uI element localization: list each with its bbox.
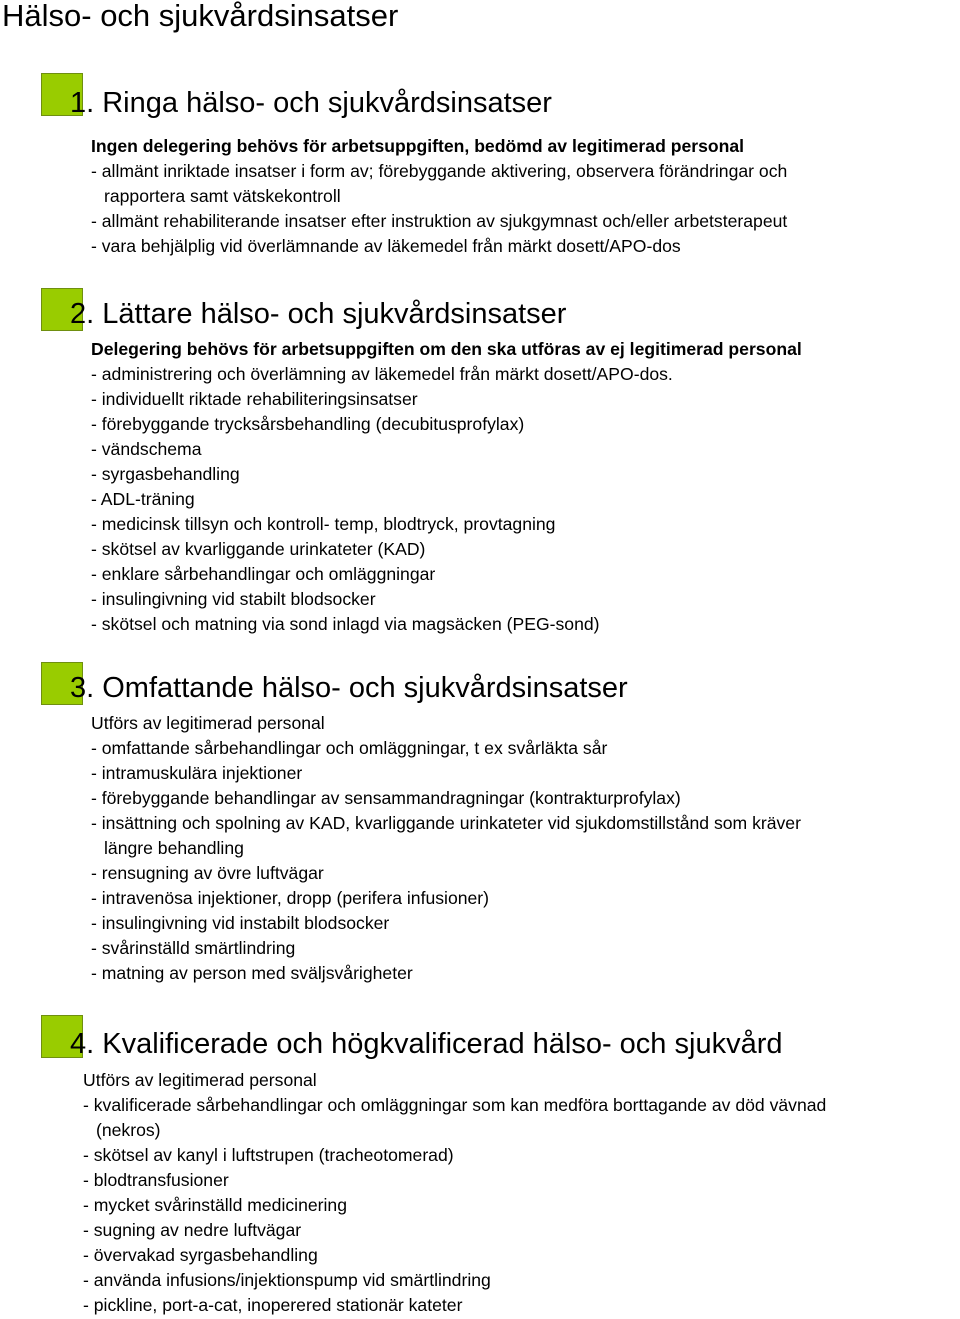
- section-subtitle: Ingen delegering behövs för arbetsuppgiften, bedömd av legitimerad personal: [91, 136, 745, 156]
- section-subtitle: Delegering behövs för arbetsuppgiften om den ska utföras av ej legitimerad personal: [91, 339, 802, 359]
- list-item: - enklare sårbehandlingar och omläggningar: [91, 564, 436, 584]
- list-item: - matning av person med sväljsvårigheter: [91, 963, 413, 983]
- section-body: [91, 337, 802, 637]
- section-body: [91, 134, 787, 259]
- list-item: - mycket svårinställd medicinering: [83, 1195, 347, 1215]
- section-subtitle: Utförs av legitimerad personal: [91, 713, 325, 733]
- list-item: - skötsel av kanyl i luftstrupen (tracheotomerad): [83, 1145, 454, 1165]
- list-item: - omfattande sårbehandlingar och omläggningar, t ex svårläkta sår: [91, 738, 608, 758]
- section-heading: 3. Omfattande hälso- och sjukvårdsinsatser: [70, 672, 628, 704]
- list-item: - medicinsk tillsyn och kontroll- temp, blodtryck, provtagning: [91, 514, 556, 534]
- list-item: - allmänt rehabiliterande insatser efter instruktion av sjukgymnast och/eller arbetsterapeut: [91, 211, 788, 231]
- list-item: - kvalificerade sårbehandlingar och omläggningar som kan medföra borttagande av död vävnad: [83, 1095, 827, 1115]
- list-item-continuation: rapportera samt vätskekontroll: [104, 186, 341, 206]
- list-item: - blodtransfusioner: [83, 1170, 229, 1190]
- list-item: - förebyggande behandlingar av sensammandragningar (kontrakturprofylax): [91, 788, 681, 808]
- list-item: - vara behjälplig vid överlämnande av läkemedel från märkt dosett/APO-dos: [91, 236, 681, 256]
- section-body: [91, 711, 801, 986]
- section-heading: 1. Ringa hälso- och sjukvårdsinsatser: [70, 87, 552, 119]
- list-item: - syrgasbehandling: [91, 464, 240, 484]
- list-item: - intravenösa injektioner, dropp (perifera infusioner): [91, 888, 490, 908]
- list-item: - pickline, port-a-cat, inoperered stationär kateter: [83, 1295, 463, 1315]
- section-body: [83, 1068, 826, 1318]
- list-item: - ADL-träning: [91, 489, 195, 509]
- list-item: - rensugning av övre luftvägar: [91, 863, 324, 883]
- list-item: - vändschema: [91, 439, 202, 459]
- list-item: - administrering och överlämning av läkemedel från märkt dosett/APO-dos.: [91, 364, 673, 384]
- list-item: - förebyggande trycksårsbehandling (decubitusprofylax): [91, 414, 525, 434]
- list-item-continuation: (nekros): [96, 1120, 161, 1140]
- section-subtitle: Utförs av legitimerad personal: [83, 1070, 317, 1090]
- list-item: - individuellt riktade rehabiliteringsinsatser: [91, 389, 418, 409]
- list-item: - insulingivning vid stabilt blodsocker: [91, 589, 376, 609]
- list-item: - insulingivning vid instabilt blodsocker: [91, 913, 390, 933]
- section-heading: 2. Lättare hälso- och sjukvårdsinsatser: [70, 298, 567, 330]
- list-item: - skötsel av kvarliggande urinkateter (KAD): [91, 539, 426, 559]
- list-item: - intramuskulära injektioner: [91, 763, 303, 783]
- list-item: - svårinställd smärtlindring: [91, 938, 296, 958]
- list-item: - övervakad syrgasbehandling: [83, 1245, 318, 1265]
- list-item: - skötsel och matning via sond inlagd via magsäcken (PEG-sond): [91, 614, 600, 634]
- list-item-continuation: längre behandling: [104, 838, 244, 858]
- section-heading: 4. Kvalificerade och högkvalificerad hälso- och sjukvård: [70, 1028, 783, 1060]
- page-title: Hälso- och sjukvårdsinsatser: [2, 0, 399, 33]
- list-item: - allmänt inriktade insatser i form av; förebyggande aktivering, observera förändringar och: [91, 161, 788, 181]
- list-item: - insättning och spolning av KAD, kvarliggande urinkateter vid sjukdomstillstånd som kräver: [91, 813, 801, 833]
- list-item: - sugning av nedre luftvägar: [83, 1220, 302, 1240]
- list-item: - använda infusions/injektionspump vid smärtlindring: [83, 1270, 491, 1290]
